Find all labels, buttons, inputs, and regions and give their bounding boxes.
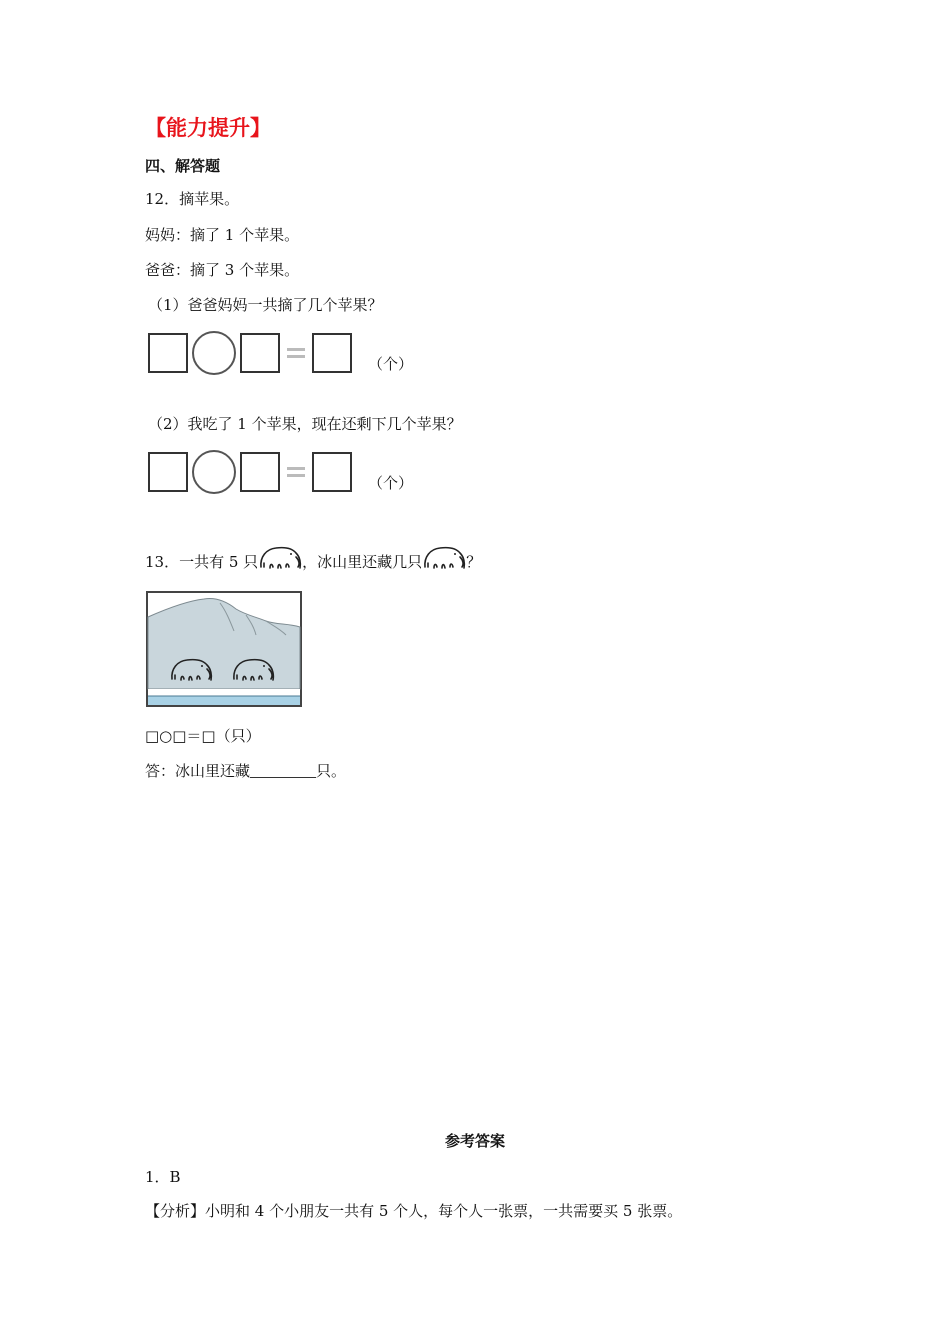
q12-part2: （2）我吃了 1 个苹果，现在还剩下几个苹果？	[148, 415, 462, 433]
equals-sign	[280, 465, 312, 479]
q13-middle: ，冰山里还藏几只	[302, 553, 423, 571]
answer-box[interactable]	[240, 333, 280, 373]
equals-sign	[280, 346, 312, 360]
q12-dad: 爸爸：摘了 3 个苹果。	[145, 261, 300, 279]
q13-question	[145, 543, 481, 573]
q12-part1: （1）爸爸妈妈一共摘了几个苹果？	[148, 296, 383, 314]
q12-title: 12．摘苹果。	[145, 190, 240, 208]
section-heading: 四、解答题	[145, 157, 221, 175]
elephant-icon	[422, 543, 466, 573]
q13-equation: □○□＝□（只）	[145, 727, 261, 745]
q12-equation-1	[148, 331, 413, 375]
answer-suffix: 只。	[316, 762, 347, 780]
q13-prefix: 13．一共有 5 只	[145, 553, 259, 571]
result-box[interactable]	[312, 333, 352, 373]
result-box[interactable]	[312, 452, 352, 492]
answer-item-1: 1．B	[145, 1168, 181, 1186]
answer-box[interactable]	[148, 452, 188, 492]
operator-circle[interactable]	[192, 331, 236, 375]
answer-blank[interactable]	[250, 763, 316, 778]
unit-label: （个）	[368, 354, 414, 373]
elephant-icon	[258, 543, 302, 573]
answer-prefix: 答：冰山里还藏	[145, 762, 251, 780]
section-title: 【能力提升】	[145, 116, 271, 140]
q13-answer	[145, 760, 346, 781]
q12-mom: 妈妈：摘了 1 个苹果。	[145, 226, 300, 244]
answer-analysis: 【分析】小明和 4 个小朋友一共有 5 个人，每个人一张票，一共需要买 5 张票。	[145, 1202, 683, 1220]
answers-title: 参考答案	[444, 1132, 505, 1150]
operator-circle[interactable]	[192, 450, 236, 494]
q12-equation-2	[148, 450, 413, 494]
q13-suffix: ？	[466, 553, 482, 571]
unit-label: （个）	[368, 473, 414, 492]
iceberg-illustration	[146, 591, 302, 707]
answer-box[interactable]	[148, 333, 188, 373]
answer-box[interactable]	[240, 452, 280, 492]
